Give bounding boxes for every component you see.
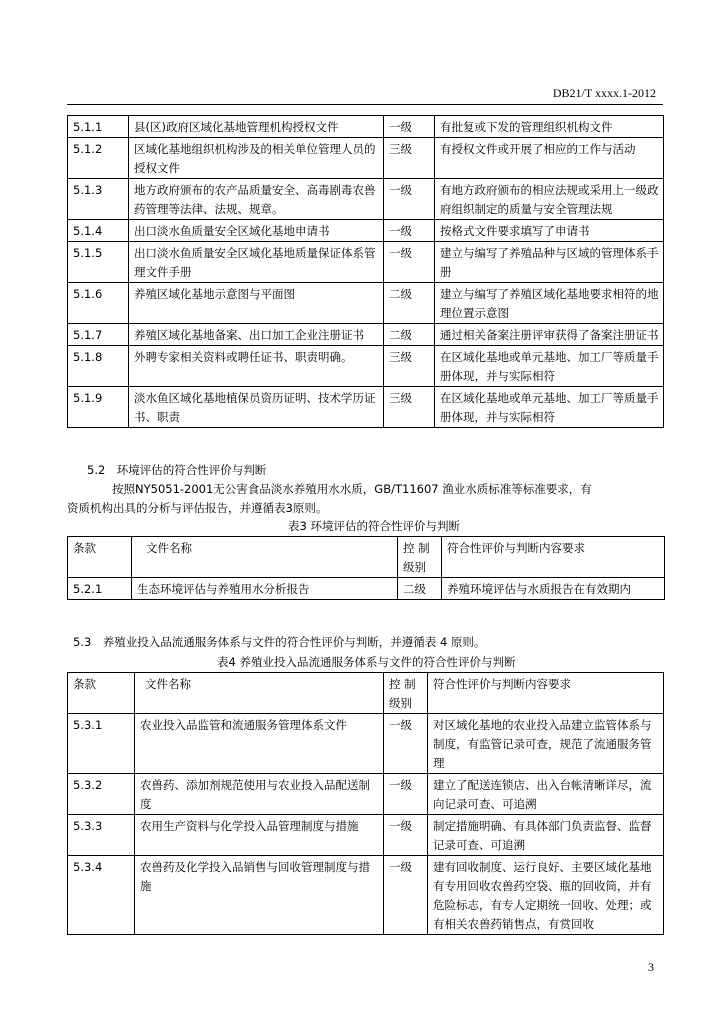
table-3-caption: 表3 环境评估的符合性评价与判断: [288, 519, 460, 533]
control-level-cell: 三级: [384, 346, 435, 387]
clause-cell: 5.1.8: [68, 346, 129, 387]
control-level-cell: 二级: [398, 578, 442, 600]
control-level-cell: 一级: [384, 116, 435, 138]
clause-cell: 5.2.1: [68, 578, 132, 600]
requirement-cell: 对区域化基地的农业投入品建立监管体系与制度，有监管记录可查，规范了流通服务管理: [428, 714, 664, 774]
control-level-cell: 一级: [384, 242, 435, 283]
header-control-level: 控 制级别: [398, 537, 442, 578]
table-4: [67, 672, 664, 935]
clause-cell: 5.1.9: [68, 387, 129, 428]
requirement-cell: 建立了配送连锁店、出入台帐清晰详尽，流向记录可查、可追溯: [428, 774, 664, 815]
header-control-level: 控 制级别: [384, 673, 428, 714]
clause-cell: 5.1.3: [68, 179, 129, 220]
requirement-cell: 通过相关备案注册评审获得了备案注册证书: [435, 324, 664, 346]
requirement-cell: 有批复或下发的管理组织机构文件: [435, 116, 664, 138]
table-row: [68, 138, 664, 179]
document-name-cell: 农用生产资料与化学投入品管理制度与措施: [135, 815, 384, 856]
document-name-cell: 淡水鱼区域化基地植保员资历证明、技术学历证书、职责: [129, 387, 384, 428]
section-5-3-heading: 5.3 养殖业投入品流通服务体系与文件的符合性评价与判断，并遵循表 4 原则。: [73, 635, 486, 649]
table-row: [68, 242, 664, 283]
table-row: [68, 815, 664, 856]
requirement-cell: 有授权文件或开展了相应的工作与活动: [435, 138, 664, 179]
header-document-name: 文件名称: [132, 537, 398, 578]
document-name-cell: 县(区)政府区域化基地管理机构授权文件: [129, 116, 384, 138]
clause-cell: 5.1.1: [68, 116, 129, 138]
requirement-cell: 制定措施明确、有具体部门负责监督、监督记录可查、可追溯: [428, 815, 664, 856]
control-level-cell: 一级: [384, 179, 435, 220]
header-document-name: 文件名称: [135, 673, 384, 714]
table-row: [68, 116, 664, 138]
table-row: [68, 578, 665, 600]
clause-cell: 5.1.5: [68, 242, 129, 283]
document-name-cell: 农兽药及化学投入品销售与回收管理制度与措施: [135, 856, 384, 935]
document-name-cell: 外聘专家相关资料或聘任证书、职责明确。: [129, 346, 384, 387]
control-level-cell: 一级: [384, 856, 428, 935]
document-name-cell: 生态环境评估与养殖用水分析报告: [132, 578, 398, 600]
requirement-cell: 养殖环境评估与水质报告在有效期内: [442, 578, 665, 600]
control-level-cell: 一级: [384, 220, 435, 242]
document-name-cell: 出口淡水鱼质量安全区域化基地质量保证体系管理文件手册: [129, 242, 384, 283]
requirement-cell: 在区域化基地或单元基地、加工厂等质量手册体现，并与实际相符: [435, 346, 664, 387]
table-row: [68, 856, 664, 935]
control-level-cell: 三级: [384, 138, 435, 179]
control-level-cell: 一级: [384, 815, 428, 856]
table-header-row: [68, 537, 665, 578]
document-name-cell: 农兽药、添加剂规范使用与农业投入品配送制度: [135, 774, 384, 815]
control-level-cell: 一级: [384, 774, 428, 815]
document-name-cell: 地方政府颁布的农产品质量安全、高毒剧毒农兽药管理等法律、法规、规章。: [129, 179, 384, 220]
document-name-cell: 出口淡水鱼质量安全区域化基地申请书: [129, 220, 384, 242]
document-name-cell: 养殖区域化基地示意图与平面图: [129, 283, 384, 324]
header-clause: 条款: [68, 537, 132, 578]
clause-cell: 5.1.6: [68, 283, 129, 324]
table-row: [68, 283, 664, 324]
requirement-cell: 在区域化基地或单元基地、加工厂等质量手册体现，并与实际相符: [435, 387, 664, 428]
table-row: [68, 220, 664, 242]
document-name-cell: 区域化基地组织机构涉及的相关单位管理人员的授权文件: [129, 138, 384, 179]
requirement-cell: 建立与编写了养殖区域化基地要求相符的地理位置示意图: [435, 283, 664, 324]
section-5-2-heading: 5.2 环境评估的符合性评价与判断: [87, 463, 267, 477]
requirement-cell: 建立与编写了养殖品种与区域的管理体系手册: [435, 242, 664, 283]
table-5-1: [67, 115, 664, 428]
table-row: [68, 179, 664, 220]
table-row: [68, 774, 664, 815]
clause-cell: 5.1.4: [68, 220, 129, 242]
clause-cell: 5.3.4: [68, 856, 135, 935]
header-rule: [67, 104, 663, 105]
document-name-cell: 养殖区域化基地备案、出口加工企业注册证书: [129, 324, 384, 346]
clause-cell: 5.1.2: [68, 138, 129, 179]
clause-cell: 5.1.7: [68, 324, 129, 346]
control-level-cell: 二级: [384, 324, 435, 346]
table-header-row: [68, 673, 664, 714]
table-3: [67, 536, 665, 600]
control-level-cell: 二级: [384, 283, 435, 324]
control-level-cell: 三级: [384, 387, 435, 428]
clause-cell: 5.3.1: [68, 714, 135, 774]
header-clause: 条款: [68, 673, 135, 714]
table-row: [68, 324, 664, 346]
table-4-caption: 表4 养殖业投入品流通服务体系与文件的符合性评价与判断: [217, 655, 516, 669]
table-row: [68, 387, 664, 428]
requirement-cell: 建有回收制度、运行良好、主要区域化基地有专用回收农兽药空袋、瓶的回收筒，并有危险标志，有专人定期统一回收、处理；或有相关农兽药销售点，有赏回收: [428, 856, 664, 935]
clause-cell: 5.3.2: [68, 774, 135, 815]
document-code: DB21/T xxxx.1-2012: [552, 86, 656, 100]
requirement-cell: 按格式文件要求填写了申请书: [435, 220, 664, 242]
clause-cell: 5.3.3: [68, 815, 135, 856]
page-number: 3: [648, 960, 654, 974]
requirement-cell: 有地方政府颁布的相应法规或采用上一级政府组织制定的质量与安全管理法规: [435, 179, 664, 220]
table-row: [68, 714, 664, 774]
section-5-2-paragraph-line-2: 资质机构出具的分析与评估报告，并遵循表3原则。: [67, 501, 328, 515]
header-requirement: 符合性评价与判断内容要求: [428, 673, 664, 714]
control-level-cell: 一级: [384, 714, 428, 774]
table-row: [68, 346, 664, 387]
section-5-2-paragraph-line-1: 按照NY5051-2001无公害食品淡水养殖用水水质，GB/T11607 渔业水质标准等标准要求，有: [112, 482, 592, 496]
document-name-cell: 农业投入品监管和流通服务管理体系文件: [135, 714, 384, 774]
header-requirement: 符合性评价与判断内容要求: [442, 537, 665, 578]
